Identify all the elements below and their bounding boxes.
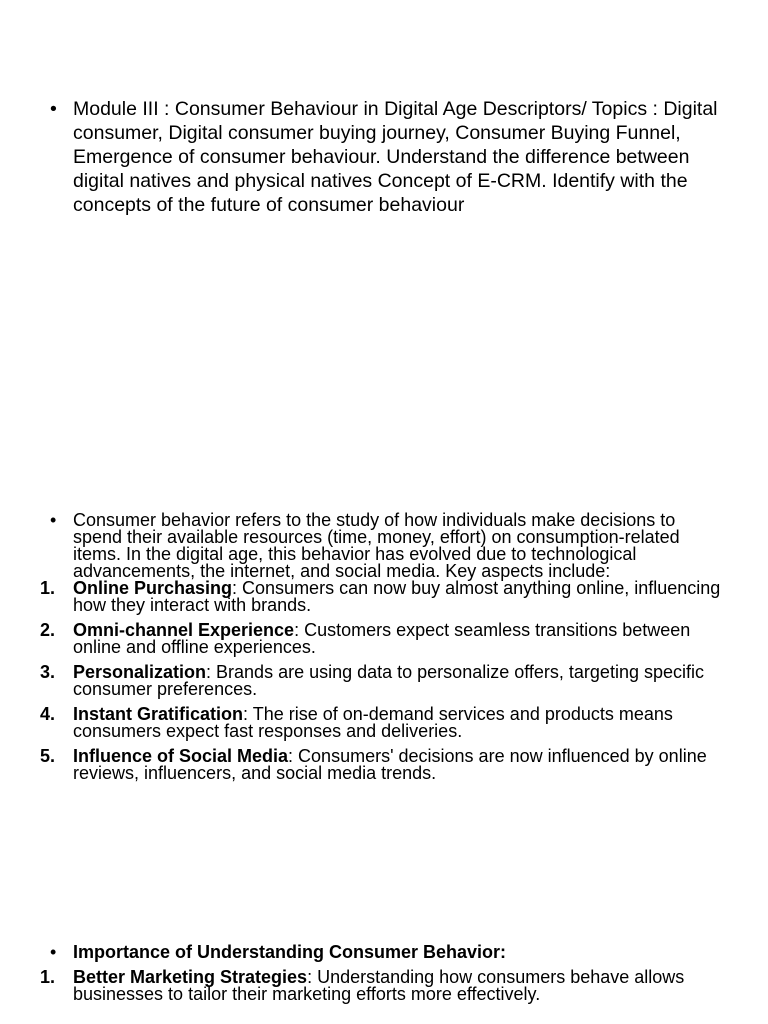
list-item-text: : Brands are using data to personalize offers, targeting specific consumer preferences. bbox=[73, 662, 704, 699]
behavior-intro-item bbox=[0, 512, 768, 580]
list-item bbox=[0, 622, 768, 656]
list-item-number: 3. bbox=[40, 662, 56, 682]
list-item-term: Online Purchasing bbox=[73, 578, 233, 598]
importance-heading: Importance of Understanding Consumer Behavior: bbox=[73, 942, 507, 962]
list-item-term: Personalization bbox=[73, 662, 207, 682]
list-item-number: 2. bbox=[40, 620, 56, 640]
list-item-term: Better Marketing Strategies bbox=[73, 967, 308, 987]
list-item-text: : Consumers can now buy almost anything online, influencing how they interact with brands. bbox=[73, 578, 721, 615]
list-item-text: : Customers expect seamless transitions between online and offline experiences. bbox=[73, 620, 691, 657]
behavior-intro: Consumer behavior refers to the study of how individuals make decisions to spend their available resources (time, money, effort) on consumption-related items. In the digital age, this behavior has evolved due to technological advancements, the internet, and social media. Key aspects include: bbox=[73, 510, 680, 581]
module-bullet-item bbox=[0, 97, 768, 217]
list-item-text: : Consumers' decisions are now influenced by online reviews, influencers, and social media trends. bbox=[73, 746, 707, 783]
key-aspects-list bbox=[0, 580, 768, 782]
module-description: Module III : Consumer Behaviour in Digital Age Descriptors/ Topics : Digital consumer, Digital consumer buying journey, Consumer Buying Funnel, Emergence of consumer behaviour. Understand the difference between digital natives and physical natives Concept of E-CRM. Identify with the concepts of the future of consumer behaviour bbox=[73, 98, 718, 216]
importance-heading-item bbox=[0, 944, 768, 961]
importance-section bbox=[0, 944, 768, 1003]
list-item-number: 4. bbox=[40, 704, 56, 724]
list-item bbox=[0, 706, 768, 740]
behavior-section bbox=[0, 512, 768, 782]
list-item-text: : Understanding how consumers behave allows businesses to tailor their marketing efforts more effectively. bbox=[73, 967, 685, 1004]
list-item-number: 1. bbox=[40, 578, 56, 598]
bullet-icon: • bbox=[50, 98, 57, 120]
bullet-icon: • bbox=[50, 510, 57, 530]
module-section bbox=[0, 97, 768, 217]
list-item-term: Instant Gratification bbox=[73, 704, 244, 724]
list-item-number: 1. bbox=[40, 967, 56, 987]
list-item bbox=[0, 580, 768, 614]
list-item-term: Omni-channel Experience bbox=[73, 620, 295, 640]
list-item bbox=[0, 748, 768, 782]
bullet-icon: • bbox=[50, 942, 57, 962]
list-item bbox=[0, 664, 768, 698]
list-item bbox=[0, 969, 768, 1003]
list-item-term: Influence of Social Media bbox=[73, 746, 289, 766]
list-item-text: : The rise of on-demand services and products means consumers expect fast responses and deliveries. bbox=[73, 704, 673, 741]
list-item-number: 5. bbox=[40, 746, 56, 766]
